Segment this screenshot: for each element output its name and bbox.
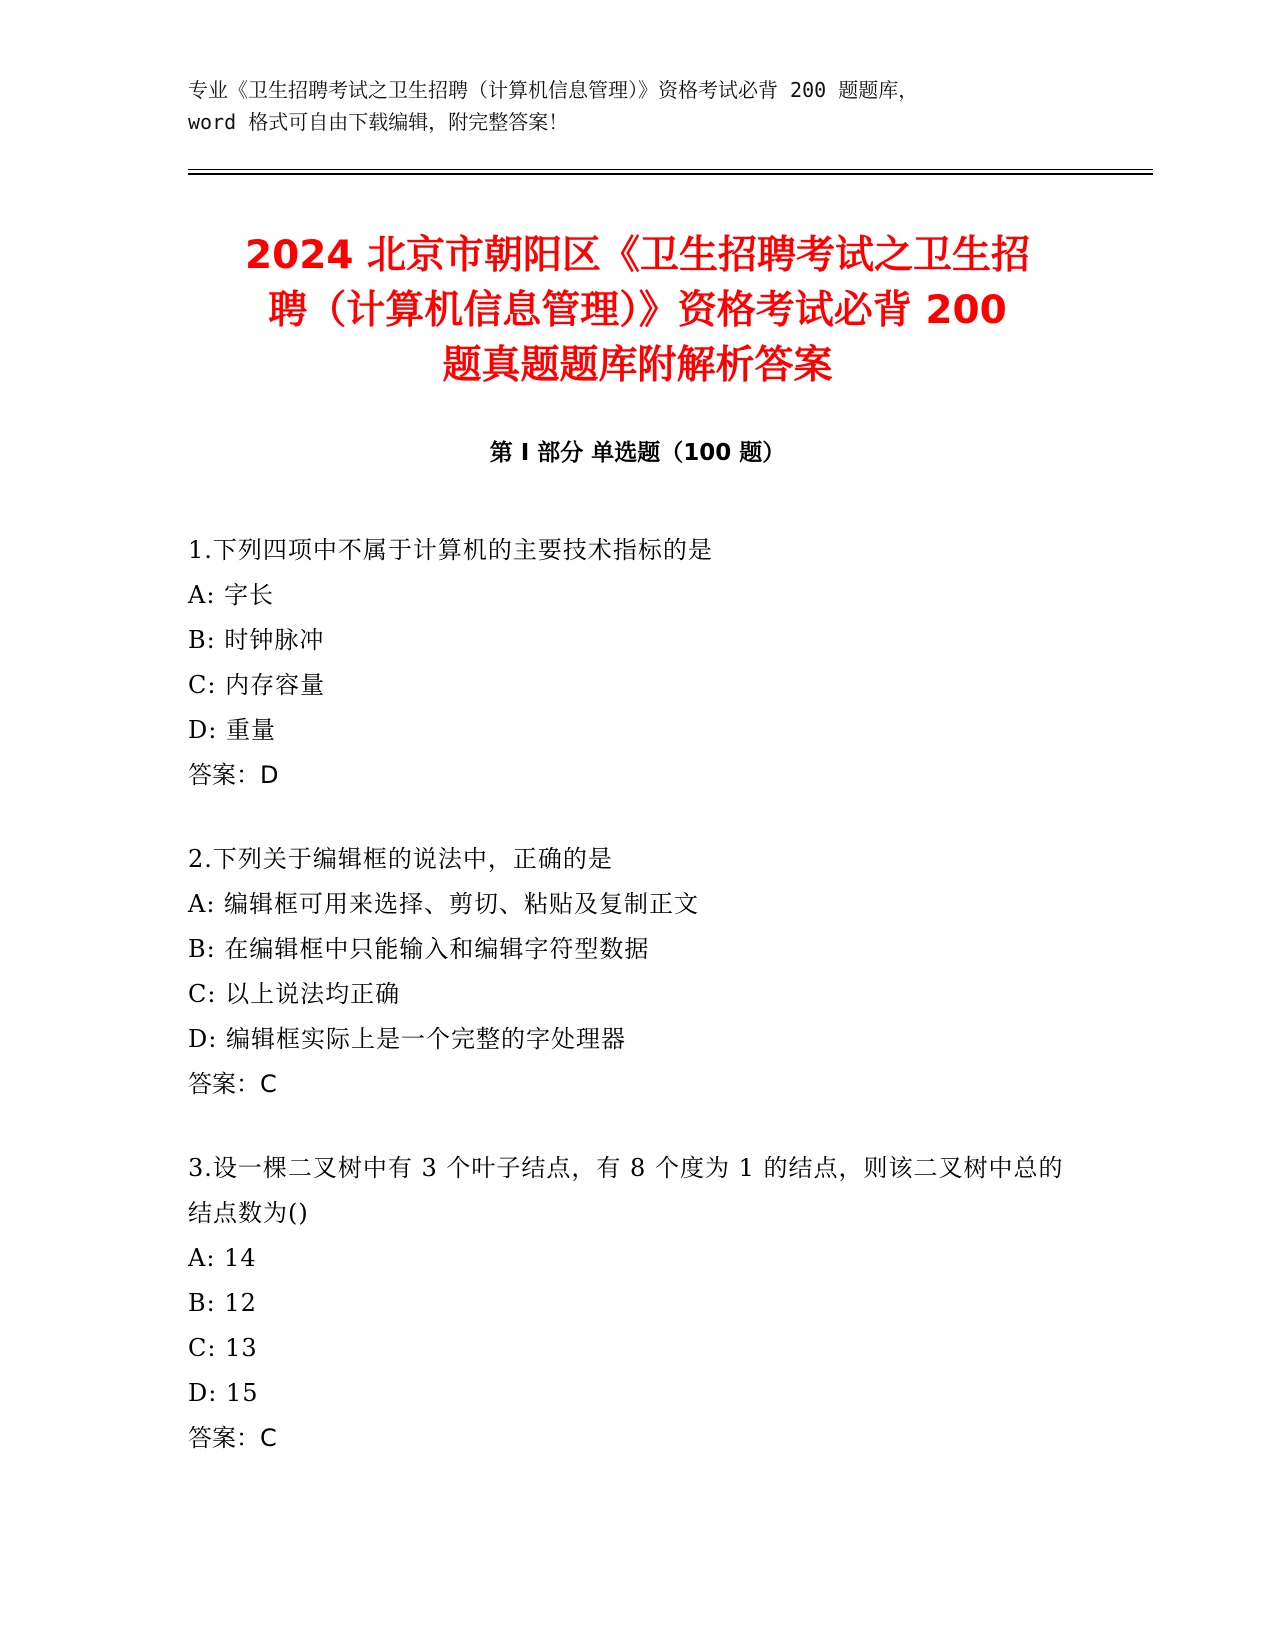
answer: 答案：C bbox=[188, 1424, 277, 1452]
option-b: B: 在编辑框中只能输入和编辑字符型数据 bbox=[188, 935, 650, 963]
header-divider-thin bbox=[188, 169, 1153, 170]
question-stem: 1.下列四项中不属于计算机的主要技术指标的是 bbox=[188, 536, 713, 564]
question-1 bbox=[188, 528, 1068, 798]
option-a: A: 字长 bbox=[188, 581, 275, 609]
option-b: B: 12 bbox=[188, 1289, 257, 1317]
question-list bbox=[188, 528, 1068, 1500]
header-note-line-2: word 格式可自由下载编辑，附完整答案！ bbox=[188, 110, 569, 134]
document-title-line-1: 2024 北京市朝阳区《卫生招聘考试之卫生招 bbox=[244, 233, 1031, 278]
option-a: A: 编辑框可用来选择、剪切、粘贴及复制正文 bbox=[188, 890, 700, 918]
header-note bbox=[188, 74, 1088, 138]
question-3 bbox=[188, 1146, 1068, 1461]
option-a: A: 14 bbox=[188, 1244, 257, 1272]
option-b: B: 时钟脉冲 bbox=[188, 626, 325, 654]
header-note-line-1: 专业《卫生招聘考试之卫生招聘（计算机信息管理）》资格考试必背 200 题题库， bbox=[188, 78, 919, 102]
header-divider-thick bbox=[188, 173, 1153, 175]
section-heading: 第 I 部分 单选题（100 题） bbox=[489, 440, 786, 466]
answer: 答案：C bbox=[188, 1070, 277, 1098]
option-c: C: 以上说法均正确 bbox=[188, 980, 401, 1008]
answer: 答案：D bbox=[188, 761, 279, 789]
option-c: C: 13 bbox=[188, 1334, 258, 1362]
document-title bbox=[170, 228, 1105, 393]
question-stem: 3.设一棵二叉树中有 3 个叶子结点，有 8 个度为 1 的结点，则该二叉树中总的结点数为() bbox=[188, 1154, 1064, 1227]
document-title-line-2: 聘（计算机信息管理）》资格考试必背 200 bbox=[268, 288, 1007, 333]
option-c: C: 内存容量 bbox=[188, 671, 326, 699]
option-d: D: 15 bbox=[188, 1379, 259, 1407]
option-d: D: 编辑框实际上是一个完整的字处理器 bbox=[188, 1025, 626, 1053]
question-stem: 2.下列关于编辑框的说法中，正确的是 bbox=[188, 845, 613, 873]
question-2 bbox=[188, 837, 1068, 1107]
document-title-line-3: 题真题题库附解析答案 bbox=[442, 343, 833, 388]
option-d: D: 重量 bbox=[188, 716, 276, 744]
